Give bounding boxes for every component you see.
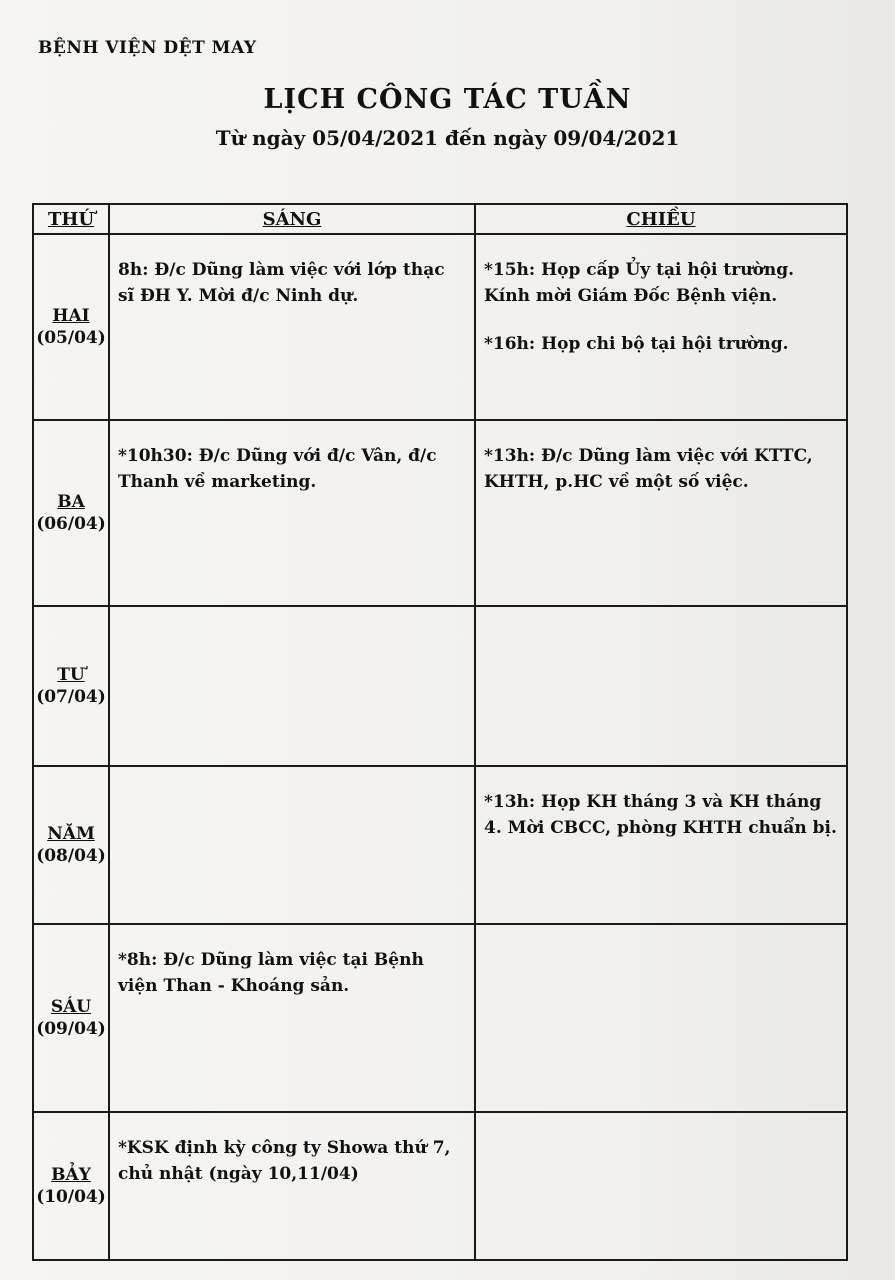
day-date: (10/04): [36, 1187, 106, 1207]
morning-entry: 8h: Đ/c Dũng làm việc với lớp thạc sĩ ĐH Y. Mời đ/c Ninh dự.: [118, 260, 445, 306]
day-cell: [33, 606, 109, 766]
morning-entry: *KSK định kỳ công ty Showa thứ 7, chủ nhật (ngày 10,11/04): [118, 1138, 451, 1184]
morning-cell: [109, 1112, 475, 1260]
afternoon-cell: [475, 420, 847, 606]
date-range: Từ ngày 05/04/2021 đến ngày 09/04/2021: [215, 126, 680, 150]
column-header-morning: SÁNG: [109, 204, 475, 234]
day-date: (09/04): [36, 1019, 106, 1039]
organization-name: BỆNH VIỆN DỆT MAY: [38, 38, 257, 58]
afternoon-entry: *15h: Họp cấp Ủy tại hội trường. Kính mời Giám Đốc Bệnh viện.: [484, 260, 795, 306]
table-row: [33, 924, 847, 1112]
morning-entry: *8h: Đ/c Dũng làm việc tại Bệnh viện Than - Khoáng sản.: [118, 950, 424, 996]
day-cell: [33, 766, 109, 924]
day-cell: [33, 234, 109, 420]
day-date: (07/04): [36, 687, 106, 707]
morning-entry: *10h30: Đ/c Dũng với đ/c Vân, đ/c Thanh về marketing.: [118, 446, 437, 492]
day-date: (08/04): [36, 846, 106, 866]
afternoon-entry: *13h: Đ/c Dũng làm việc với KTTC, KHTH, p.HC về một số việc.: [484, 446, 813, 492]
afternoon-cell: [475, 766, 847, 924]
afternoon-cell: [475, 924, 847, 1112]
day-name: TƯ: [57, 665, 85, 685]
morning-cell: [109, 924, 475, 1112]
morning-cell: [109, 234, 475, 420]
schedule-table: [32, 203, 848, 1261]
afternoon-entry: *16h: Họp chi bộ tại hội trường.: [484, 334, 789, 354]
column-header-afternoon: CHIỀU: [475, 204, 847, 234]
day-date: (05/04): [36, 328, 106, 348]
morning-cell: [109, 606, 475, 766]
column-header-day: THỨ: [33, 204, 109, 234]
day-cell: [33, 420, 109, 606]
morning-cell: [109, 766, 475, 924]
table-row: [33, 606, 847, 766]
table-row: [33, 420, 847, 606]
afternoon-cell: [475, 234, 847, 420]
day-cell: [33, 1112, 109, 1260]
day-name: SÁU: [50, 997, 92, 1017]
day-name: HAI: [52, 306, 90, 326]
day-name: BA: [57, 492, 85, 512]
morning-cell: [109, 420, 475, 606]
table-row: [33, 234, 847, 420]
day-date: (06/04): [36, 514, 106, 534]
table-row: [33, 766, 847, 924]
table-header-row: [33, 204, 847, 234]
day-cell: [33, 924, 109, 1112]
day-name: NĂM: [47, 824, 95, 844]
table-row: [33, 1112, 847, 1260]
afternoon-cell: [475, 1112, 847, 1260]
page-title: LỊCH CÔNG TÁC TUẦN: [263, 84, 632, 115]
afternoon-entry: *13h: Họp KH tháng 3 và KH tháng 4. Mời CBCC, phòng KHTH chuẩn bị.: [484, 792, 837, 838]
day-name: BẢY: [51, 1165, 91, 1185]
afternoon-cell: [475, 606, 847, 766]
